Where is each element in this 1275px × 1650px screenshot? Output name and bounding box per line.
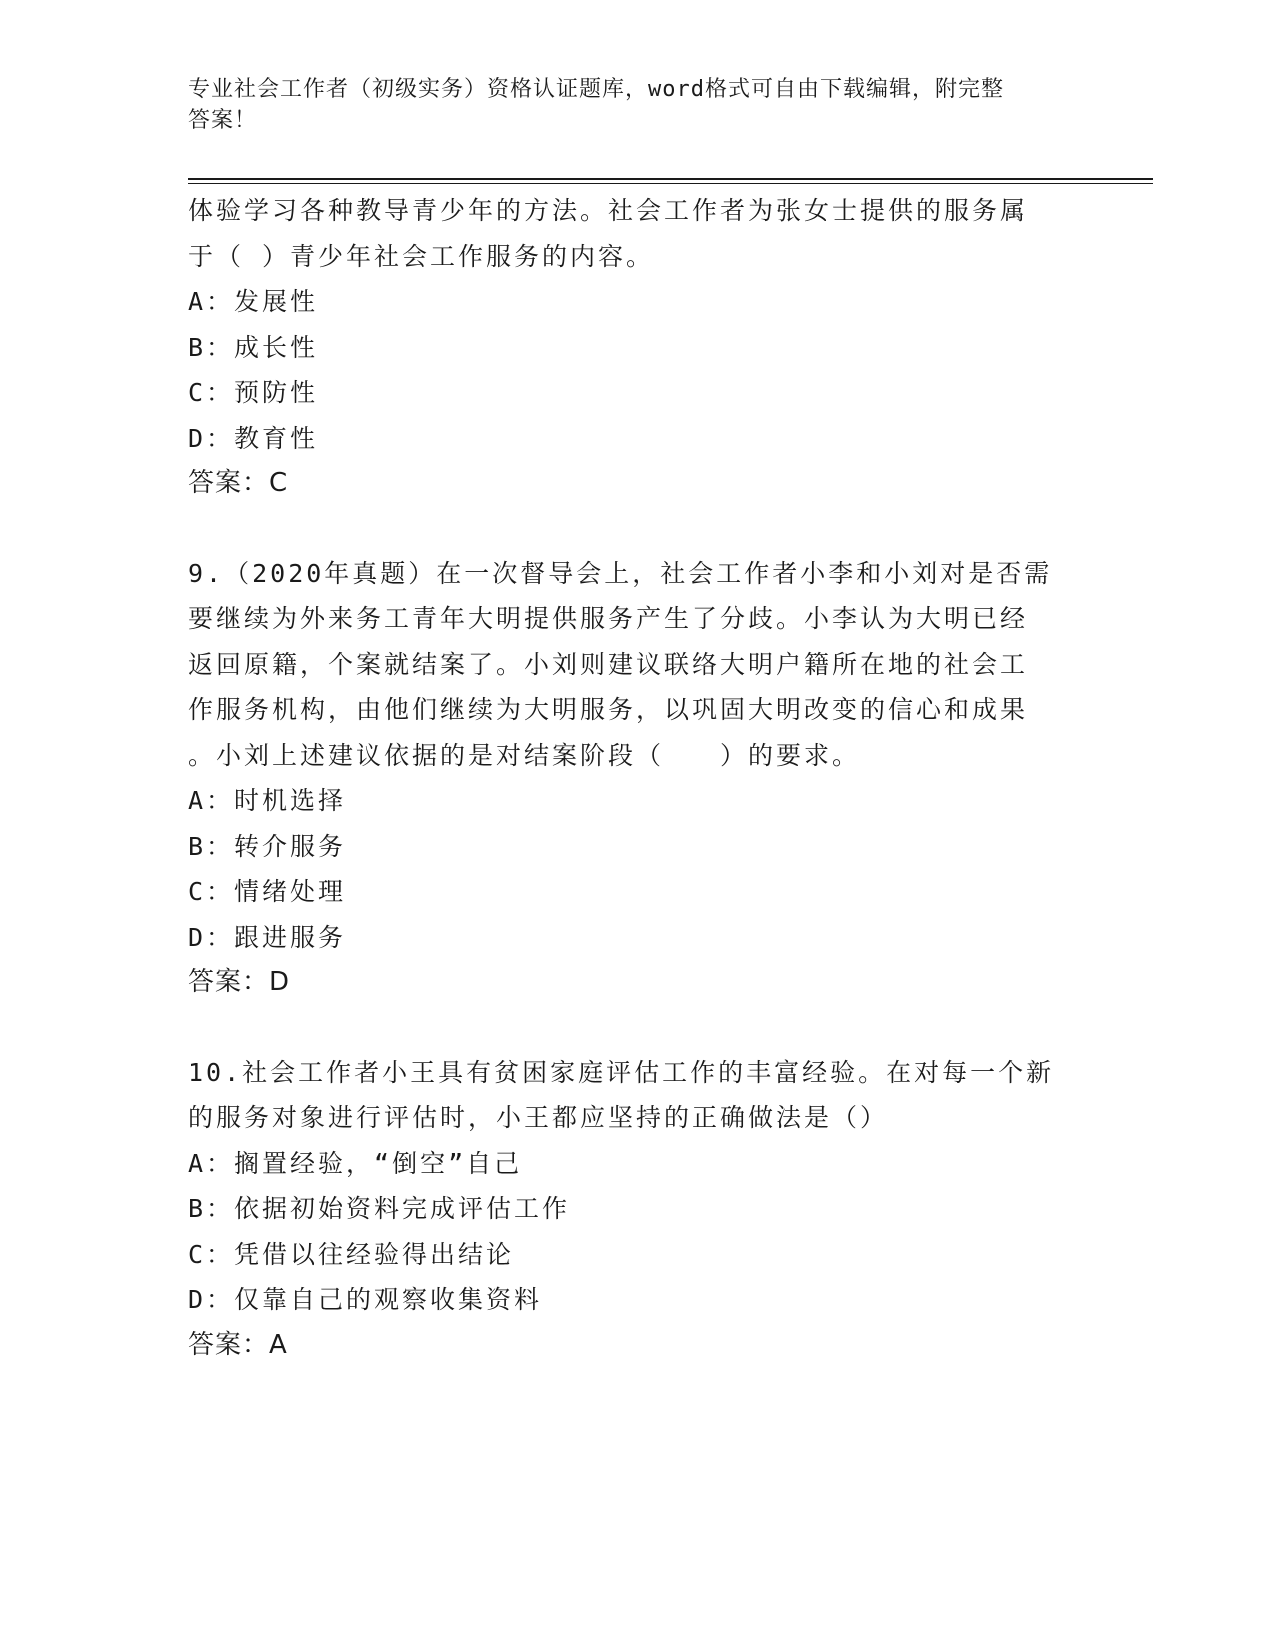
option-a: A：搁置经验，“倒空”自己	[188, 1148, 523, 1178]
header-divider-thick	[188, 178, 1153, 180]
option-a: A：时机选择	[188, 786, 347, 815]
answer-line: 答案：D	[188, 967, 291, 997]
option-b: B：转介服务	[188, 831, 347, 861]
document-body	[188, 188, 1068, 1368]
question-stem-line: 9.（2020年真题）在一次督导会上，社会工作者小李和小刘对是否需	[188, 558, 1053, 588]
question-stem-line: 的服务对象进行评估时，小王都应坚持的正确做法是（）	[188, 1103, 889, 1132]
header-divider-thin	[188, 183, 1153, 184]
question-spacer	[188, 1006, 1068, 1050]
option-c: C：预防性	[188, 378, 319, 407]
question-spacer	[188, 507, 1068, 551]
option-b: B：依据初始资料完成评估工作	[188, 1194, 571, 1223]
option-d: D：跟进服务	[188, 922, 347, 952]
question-stem-line: 体验学习各种教导青少年的方法。社会工作者为张女士提供的服务属	[188, 196, 1029, 225]
question-stem-line: 作服务机构，由他们继续为大明服务，以巩固大明改变的信心和成果	[188, 695, 1029, 724]
option-b: B：成长性	[188, 332, 319, 362]
question-stem-line: 10.社会工作者小王具有贫困家庭评估工作的丰富经验。在对每一个新	[188, 1057, 1055, 1087]
question-stem-line: 返回原籍，个案就结案了。小刘则建议联络大明户籍所在地的社会工	[188, 649, 1029, 679]
option-c: C：情绪处理	[188, 877, 347, 906]
option-a: A：发展性	[188, 287, 319, 316]
question-10	[188, 1050, 1068, 1369]
document-header	[188, 74, 1068, 136]
question-stem-line: 于（ ）青少年社会工作服务的内容。	[188, 241, 655, 271]
question-stem-line: 。小刘上述建议依据的是对结案阶段（ ）的要求。	[188, 740, 861, 770]
option-d: D：仅靠自己的观察收集资料	[188, 1285, 543, 1314]
question-8	[188, 188, 1068, 507]
header-line-2: 答案！	[188, 108, 258, 133]
question-9	[188, 551, 1068, 1006]
question-stem-line: 要继续为外来务工青年大明提供服务产生了分歧。小李认为大明已经	[188, 604, 1029, 633]
option-c: C：凭借以往经验得出结论	[188, 1239, 515, 1269]
header-line-1: 专业社会工作者（初级实务）资格认证题库，word格式可自由下载编辑，附完整	[188, 77, 1004, 102]
answer-line: 答案：A	[188, 1329, 288, 1360]
option-d: D：教育性	[188, 423, 319, 453]
answer-line: 答案：C	[188, 468, 289, 498]
